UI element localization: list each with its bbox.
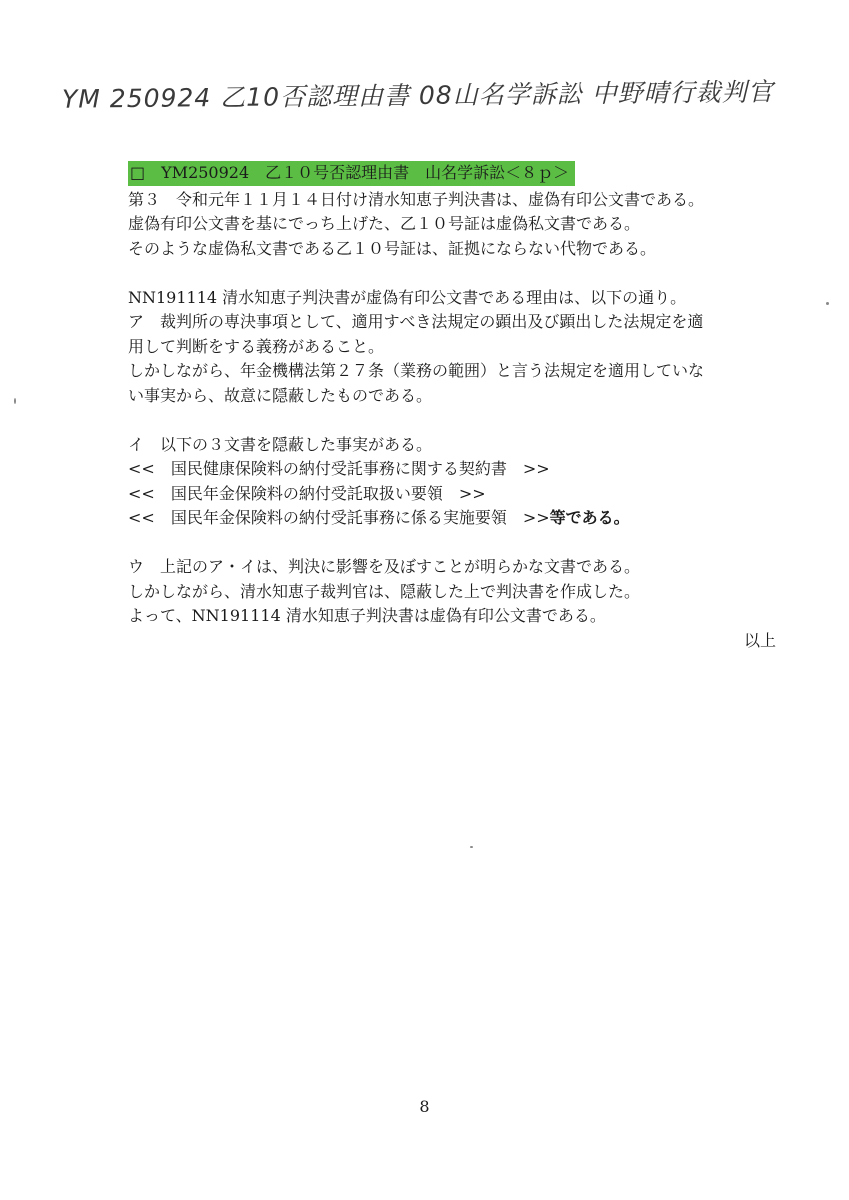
section3-line-2: 虚偽有印公文書を基にでっち上げた、乙１０号証は虚偽私文書である。 [128,214,641,233]
page-number: 8 [419,1097,430,1116]
item-a-line-1: ア 裁判所の専決事項として、適用すべき法規定の顕出及び顕出した法規定を適 [128,312,704,331]
document-heading: □ YM250924 乙１０号否認理由書 山名学訴訟＜８ｐ＞ [128,161,575,186]
reason-intro: NN191114 清水知恵子判決書が虚偽有印公文書である理由は、以下の通り。 [128,287,687,307]
document-body [128,161,788,653]
item-i-intro: イ 以下の３文書を隠蔽した事実がある。 [128,434,433,454]
item-u-line-1: ウ 上記のア・イは、判決に影響を及ぼすことが明らかな文書である。 [128,557,641,576]
item-i-doc-3: << 国民年金保険料の納付受託事務に係る実施要領 >> [128,508,550,527]
item-i-doc-1: << 国民健康保険料の納付受託事務に関する契約書 >> [128,459,550,478]
item-a-line-2: 用して判断をする義務があること。 [128,336,385,356]
section3-line-1: 第３ 令和元年１１月１４日付け清水知恵子判決書は、虚偽有印公文書である。 [128,189,705,209]
closing-mark: 以上 [743,630,776,650]
scan-speck [826,302,829,305]
section3-line-3: そのような虚偽私文書である乙１０号証は、証拠にならない代物である。 [128,238,657,258]
spacer [128,261,788,286]
scan-speck [470,846,473,848]
item-a-line-4: い事実から、故意に隠蔽したものである。 [128,385,433,405]
spacer [128,531,788,556]
handwritten-annotation: YM 250924 乙10否認理由書 08山名学訴訟 中野晴行裁判官 [61,77,774,114]
item-a-line-3: しかしながら、年金機構法第２７条（業務の範囲）と言う法規定を適用していな [128,361,705,380]
item-i-doc-2: << 国民年金保険料の納付受託取扱い要領 >> [128,483,486,503]
item-i-doc-3-row [128,506,788,531]
item-u-line-2: しかしながら、清水知恵子裁判官は、隠蔽した上で判決書を作成した。 [128,581,641,601]
item-i-suffix: 等である。 [549,508,630,527]
scan-speck [14,398,16,404]
item-u-line-3: よって、NN191114 清水知恵子判決書は虚偽有印公文書である。 [128,606,606,625]
spacer [128,408,788,433]
